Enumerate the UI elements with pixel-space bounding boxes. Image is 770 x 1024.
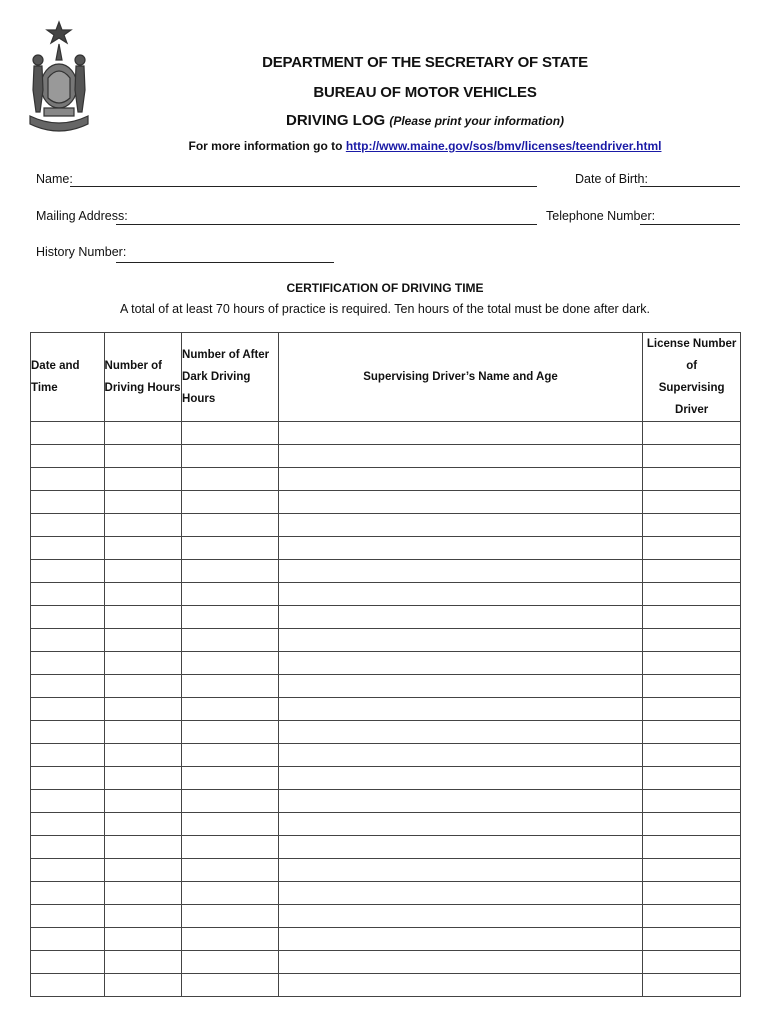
cell-supervisor-name-age[interactable]	[278, 652, 643, 675]
cell-supervisor-name-age[interactable]	[278, 974, 643, 997]
cell-after-dark-hours[interactable]	[182, 928, 279, 951]
cell-driving-hours[interactable]	[104, 859, 182, 882]
cell-date-time[interactable]	[31, 698, 105, 721]
cell-supervisor-license[interactable]	[643, 629, 741, 652]
table-row	[31, 560, 741, 583]
cell-driving-hours[interactable]	[104, 675, 182, 698]
form-title	[90, 112, 760, 129]
cell-date-time[interactable]	[31, 468, 105, 491]
table-row	[31, 744, 741, 767]
cell-date-time[interactable]	[31, 537, 105, 560]
cell-driving-hours[interactable]	[104, 905, 182, 928]
cell-supervisor-name-age[interactable]	[278, 560, 643, 583]
cell-after-dark-hours[interactable]	[182, 882, 279, 905]
cell-after-dark-hours[interactable]	[182, 951, 279, 974]
cell-supervisor-license[interactable]	[643, 537, 741, 560]
form-title-text: DRIVING LOG	[285, 112, 386, 129]
info-line	[90, 139, 760, 153]
cell-supervisor-name-age[interactable]	[278, 422, 643, 445]
cell-supervisor-name-age[interactable]	[278, 951, 643, 974]
table-row	[31, 836, 741, 859]
cell-after-dark-hours[interactable]	[182, 468, 279, 491]
cell-supervisor-name-age[interactable]	[278, 928, 643, 951]
state-seal-icon	[26, 20, 92, 138]
dob-field[interactable]	[640, 186, 740, 187]
cell-supervisor-license[interactable]	[643, 491, 741, 514]
cell-driving-hours[interactable]	[104, 629, 182, 652]
table-row	[31, 537, 741, 560]
table-row	[31, 675, 741, 698]
cell-driving-hours[interactable]	[104, 422, 182, 445]
cell-driving-hours[interactable]	[104, 974, 182, 997]
table-row	[31, 790, 741, 813]
history-label: History Number:	[36, 245, 127, 259]
col-after-dark-line1: Number of After	[182, 349, 270, 361]
cell-supervisor-license[interactable]	[643, 813, 741, 836]
table-row	[31, 859, 741, 882]
col-license-line2: Supervising Driver	[658, 382, 725, 416]
cell-supervisor-name-age[interactable]	[278, 514, 643, 537]
cell-supervisor-license[interactable]	[643, 652, 741, 675]
form-title-note: (Please print your information)	[389, 114, 565, 128]
table-body	[31, 422, 741, 997]
cell-date-time[interactable]	[31, 675, 105, 698]
col-supervisor-license	[643, 333, 741, 422]
table-row	[31, 445, 741, 468]
cell-supervisor-license[interactable]	[643, 974, 741, 997]
cell-after-dark-hours[interactable]	[182, 905, 279, 928]
cell-after-dark-hours[interactable]	[182, 836, 279, 859]
cell-date-time[interactable]	[31, 836, 105, 859]
cell-driving-hours[interactable]	[104, 583, 182, 606]
cell-after-dark-hours[interactable]	[182, 606, 279, 629]
cell-supervisor-name-age[interactable]	[278, 790, 643, 813]
cell-driving-hours[interactable]	[104, 468, 182, 491]
cell-supervisor-license[interactable]	[643, 675, 741, 698]
cell-date-time[interactable]	[31, 514, 105, 537]
cell-after-dark-hours[interactable]	[182, 422, 279, 445]
cell-date-time[interactable]	[31, 974, 105, 997]
cell-supervisor-license[interactable]	[643, 606, 741, 629]
col-driving-hours-line2: Driving Hours	[104, 382, 181, 394]
cell-supervisor-name-age[interactable]	[278, 629, 643, 652]
col-license-line1: License Number of	[646, 338, 737, 372]
cell-date-time[interactable]	[31, 767, 105, 790]
cell-date-time[interactable]	[31, 859, 105, 882]
address-field[interactable]	[116, 224, 537, 225]
col-driving-hours	[104, 333, 182, 422]
cell-date-time[interactable]	[31, 905, 105, 928]
cell-driving-hours[interactable]	[104, 951, 182, 974]
cell-after-dark-hours[interactable]	[182, 560, 279, 583]
cell-after-dark-hours[interactable]	[182, 675, 279, 698]
cell-supervisor-name-age[interactable]	[278, 675, 643, 698]
cell-supervisor-license[interactable]	[643, 560, 741, 583]
table-row	[31, 951, 741, 974]
cell-after-dark-hours[interactable]	[182, 583, 279, 606]
table-row	[31, 928, 741, 951]
cell-supervisor-name-age[interactable]	[278, 744, 643, 767]
table-row	[31, 767, 741, 790]
cell-supervisor-license[interactable]	[643, 698, 741, 721]
cell-driving-hours[interactable]	[104, 514, 182, 537]
cell-after-dark-hours[interactable]	[182, 445, 279, 468]
cell-after-dark-hours[interactable]	[182, 744, 279, 767]
cell-date-time[interactable]	[31, 813, 105, 836]
cell-date-time[interactable]	[31, 951, 105, 974]
cell-date-time[interactable]	[31, 491, 105, 514]
cell-after-dark-hours[interactable]	[182, 974, 279, 997]
cell-supervisor-license[interactable]	[643, 445, 741, 468]
cell-date-time[interactable]	[31, 445, 105, 468]
table-row	[31, 882, 741, 905]
cell-after-dark-hours[interactable]	[182, 767, 279, 790]
cell-driving-hours[interactable]	[104, 882, 182, 905]
table-row	[31, 606, 741, 629]
info-prefix: For more information go to	[188, 139, 346, 153]
history-field[interactable]	[116, 262, 334, 263]
certification-subtitle: A total of at least 70 hours of practice is required. Ten hours of the total must be done after dark.	[120, 302, 650, 316]
cell-supervisor-license[interactable]	[643, 744, 741, 767]
cell-driving-hours[interactable]	[104, 928, 182, 951]
cell-date-time[interactable]	[31, 928, 105, 951]
cell-supervisor-license[interactable]	[643, 583, 741, 606]
cell-driving-hours[interactable]	[104, 790, 182, 813]
cell-supervisor-name-age[interactable]	[278, 445, 643, 468]
cell-supervisor-name-age[interactable]	[278, 491, 643, 514]
name-field[interactable]	[70, 186, 537, 187]
table-row	[31, 491, 741, 514]
cell-supervisor-name-age[interactable]	[278, 698, 643, 721]
cell-date-time[interactable]	[31, 422, 105, 445]
cell-driving-hours[interactable]	[104, 767, 182, 790]
cell-supervisor-name-age[interactable]	[278, 813, 643, 836]
cell-supervisor-name-age[interactable]	[278, 836, 643, 859]
cell-driving-hours[interactable]	[104, 560, 182, 583]
cell-after-dark-hours[interactable]	[182, 514, 279, 537]
col-date-time	[31, 333, 105, 422]
col-date-time-label: Date and Time	[31, 360, 80, 394]
cell-after-dark-hours[interactable]	[182, 652, 279, 675]
cell-supervisor-license[interactable]	[643, 951, 741, 974]
cell-supervisor-name-age[interactable]	[278, 537, 643, 560]
cell-supervisor-license[interactable]	[643, 422, 741, 445]
cell-driving-hours[interactable]	[104, 836, 182, 859]
table-row	[31, 514, 741, 537]
table-row	[31, 422, 741, 445]
table-row	[31, 905, 741, 928]
col-supervisor-label: Supervising Driver’s Name and Age	[363, 371, 558, 383]
cell-date-time[interactable]	[31, 790, 105, 813]
cell-supervisor-name-age[interactable]	[278, 583, 643, 606]
address-label: Mailing Address:	[36, 209, 128, 223]
cell-date-time[interactable]	[31, 583, 105, 606]
cell-date-time[interactable]	[31, 606, 105, 629]
cell-supervisor-license[interactable]	[643, 882, 741, 905]
cell-driving-hours[interactable]	[104, 744, 182, 767]
cell-date-time[interactable]	[31, 560, 105, 583]
driving-log-table	[30, 332, 741, 997]
table-row	[31, 721, 741, 744]
cell-supervisor-license[interactable]	[643, 859, 741, 882]
cell-after-dark-hours[interactable]	[182, 698, 279, 721]
cell-date-time[interactable]	[31, 652, 105, 675]
info-link[interactable]: http://www.maine.gov/sos/bmv/licenses/teendriver.html	[345, 139, 662, 153]
cell-date-time[interactable]	[31, 629, 105, 652]
cell-supervisor-name-age[interactable]	[278, 882, 643, 905]
cell-driving-hours[interactable]	[104, 491, 182, 514]
cell-after-dark-hours[interactable]	[182, 629, 279, 652]
cell-date-time[interactable]	[31, 744, 105, 767]
phone-label: Telephone Number:	[546, 209, 656, 223]
table-row	[31, 583, 741, 606]
col-after-dark-line2: Dark Driving Hours	[182, 371, 251, 405]
cell-supervisor-name-age[interactable]	[278, 468, 643, 491]
cell-driving-hours[interactable]	[104, 652, 182, 675]
department-heading: DEPARTMENT OF THE SECRETARY OF STATE	[262, 54, 588, 71]
table-row	[31, 813, 741, 836]
cell-supervisor-name-age[interactable]	[278, 767, 643, 790]
col-supervisor-name-age	[278, 333, 643, 422]
cell-driving-hours[interactable]	[104, 606, 182, 629]
cell-supervisor-license[interactable]	[643, 928, 741, 951]
dob-label: Date of Birth:	[575, 172, 648, 186]
cell-supervisor-license[interactable]	[643, 468, 741, 491]
table-row	[31, 652, 741, 675]
cell-driving-hours[interactable]	[104, 698, 182, 721]
cell-after-dark-hours[interactable]	[182, 859, 279, 882]
cell-supervisor-name-age[interactable]	[278, 905, 643, 928]
cell-after-dark-hours[interactable]	[182, 491, 279, 514]
cell-supervisor-license[interactable]	[643, 721, 741, 744]
cell-supervisor-license[interactable]	[643, 836, 741, 859]
cell-driving-hours[interactable]	[104, 537, 182, 560]
cell-after-dark-hours[interactable]	[182, 813, 279, 836]
table-row	[31, 974, 741, 997]
cell-supervisor-name-age[interactable]	[278, 606, 643, 629]
cell-supervisor-license[interactable]	[643, 514, 741, 537]
cell-supervisor-license[interactable]	[643, 790, 741, 813]
col-after-dark-hours	[182, 333, 279, 422]
bureau-heading: BUREAU OF MOTOR VEHICLES	[313, 84, 537, 101]
col-driving-hours-line1: Number of	[104, 360, 163, 372]
cell-supervisor-name-age[interactable]	[278, 859, 643, 882]
cell-date-time[interactable]	[31, 721, 105, 744]
cell-after-dark-hours[interactable]	[182, 537, 279, 560]
table-row	[31, 698, 741, 721]
certification-title: CERTIFICATION OF DRIVING TIME	[286, 281, 484, 295]
cell-driving-hours[interactable]	[104, 445, 182, 468]
cell-supervisor-license[interactable]	[643, 905, 741, 928]
cell-after-dark-hours[interactable]	[182, 721, 279, 744]
cell-date-time[interactable]	[31, 882, 105, 905]
cell-driving-hours[interactable]	[104, 813, 182, 836]
name-label: Name:	[36, 172, 73, 186]
table-row	[31, 468, 741, 491]
table-row	[31, 629, 741, 652]
cell-supervisor-name-age[interactable]	[278, 721, 643, 744]
phone-field[interactable]	[640, 224, 740, 225]
cell-driving-hours[interactable]	[104, 721, 182, 744]
cell-after-dark-hours[interactable]	[182, 790, 279, 813]
table-header-row	[31, 333, 741, 422]
cell-supervisor-license[interactable]	[643, 767, 741, 790]
